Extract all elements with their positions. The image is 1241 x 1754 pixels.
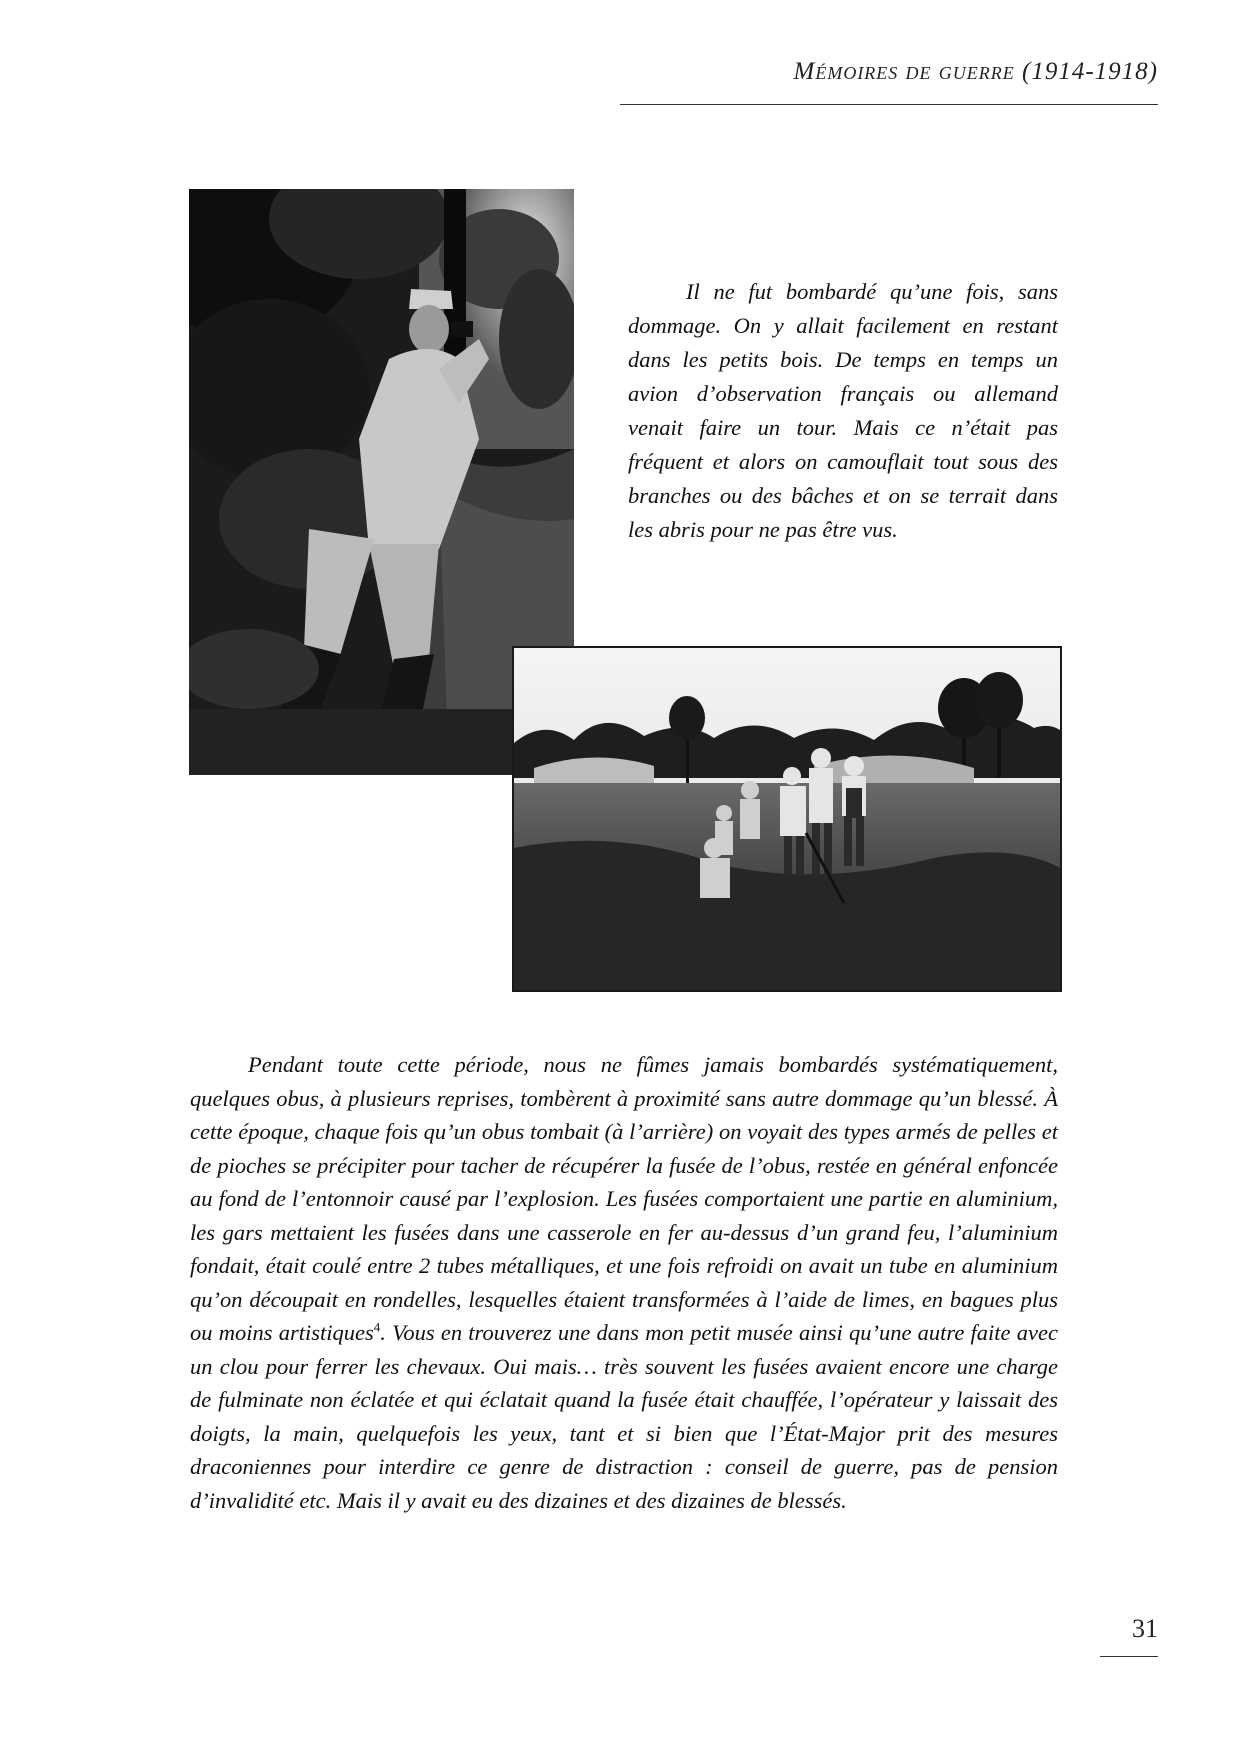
footer-rule — [1100, 1656, 1158, 1657]
side-paragraph-block — [628, 275, 1058, 547]
diggers-photo-image — [514, 648, 1060, 990]
running-head-title: Mémoires de guerre (1914-1918) — [793, 58, 1158, 85]
main-paragraph — [190, 1048, 1058, 1517]
side-paragraph: Il ne fut bombardé qu’une fois, sans dommage. On y allait facilement en restant dans les petits bois. De temps en temps un avion d’observation français ou allemand venait faire un tour. Mais ce n’était pas fréquent et alors on camouflait tout sous des branches ou des bâches et on se terrait dans les abris pour ne pas être vus. — [628, 279, 1058, 542]
footnote-reference[interactable]: 4 — [373, 1319, 381, 1335]
page-number: 31 — [1132, 1614, 1158, 1643]
main-paragraph-text-part-1: Pendant toute cette période, nous ne fûmes jamais bombardés systématiquement, quelques obus, à plusieurs reprises, tombèrent à proximité sans autre dommage qu’un blessé. À cette époque, chaque fois qu’un obus tombait (à l’arrière) on voyait des types armés de pelles et de pioches se précipiter pour tacher de récupérer la fusée de l’obus, restée en général enfoncée au fond de l’entonnoir causé par l’explosion. Les fusées comportaient une partie en aluminium, les gars mettaient les fusées dans une casserole en fer au-dessus d’un grand feu, l’aluminium fondait, était coulé entre 2 tubes métalliques, et une fois refroidi on avait un tube en aluminium qu’on découpait en rondelles, lesquelles étaient transformées à l’aide de limes, en bagues plus ou moins artistiques — [190, 1052, 1058, 1345]
soldiers-digging-photo — [512, 646, 1062, 992]
header-rule — [620, 104, 1158, 105]
main-paragraph-text-part-2: . Vous en trouverez une dans mon petit musée ainsi qu’une autre faite avec un clou pour ferrer les chevaux. Oui mais… très souvent les fusées avaient encore une charge de fulminate non éclatée et qui éclatait quand la fusée était chauffée, l’opérateur y laissait des doigts, la main, quelquefois les yeux, tant et si bien que l’État-Major prit des mesures draconiennes pour interdire ce genre de distraction : conseil de guerre, pas de pension d’invalidité etc. Mais il y avait eu des dizaines et des dizaines de blessés. — [190, 1320, 1058, 1513]
main-paragraph-block — [190, 1048, 1058, 1517]
